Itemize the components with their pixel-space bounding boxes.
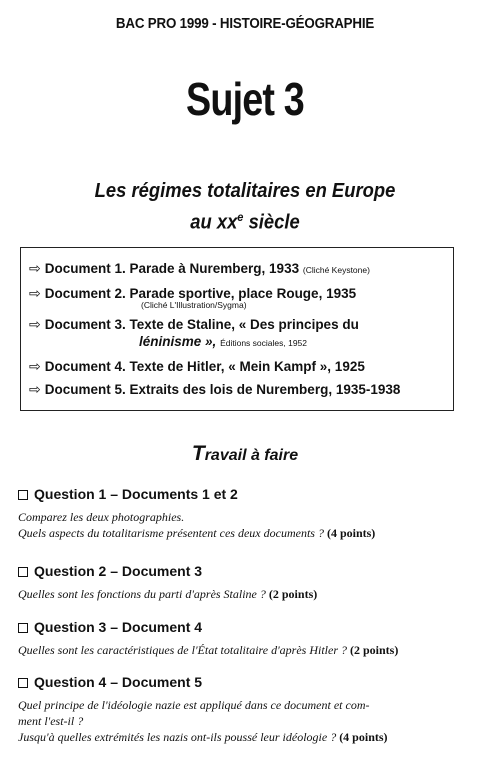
checkbox-icon — [18, 490, 28, 500]
work-heading-initial: T — [191, 442, 205, 465]
question-2 — [18, 562, 474, 602]
document-credit: (Cliché Keystone) — [302, 265, 370, 275]
work-heading-rest: ravail à faire — [204, 447, 299, 464]
subject-title — [20, 178, 471, 236]
question-title-text: Question 1 – Documents 1 et 2 — [34, 486, 238, 502]
question-points: (2 points) — [350, 643, 399, 657]
question-line-with-points — [18, 642, 474, 658]
subject-title-line2-pre: au xx — [190, 211, 238, 234]
subject-title-line2-post: siècle — [243, 211, 300, 234]
question-3 — [18, 618, 474, 658]
document-label: Document 1. Parade à Nuremberg, 1933 — [44, 261, 300, 276]
checkbox-icon — [18, 678, 28, 688]
question-text — [18, 509, 474, 541]
question-line: Comparez les deux photographies. — [18, 510, 185, 524]
question-line: ment l'est-il ? — [18, 714, 84, 728]
question-line-with-points — [18, 586, 474, 602]
question-points: (4 points) — [326, 526, 376, 540]
question-points: (4 points) — [339, 730, 388, 744]
document-label: Document 4. Texte de Hitler, « Mein Kampf », 1925 — [44, 359, 365, 374]
question-text — [18, 642, 474, 658]
document-label: Document 2. Parade sportive, place Rouge, 1935 — [44, 286, 357, 301]
subject-title-line1: Les régimes totalitaires en Europe — [94, 180, 396, 202]
arrow-right-icon: ⇨ — [29, 358, 41, 374]
document-label-line2: léninisme », — [139, 334, 217, 349]
subject-title-line2-sup: e — [237, 210, 244, 224]
work-heading — [0, 442, 490, 466]
question-text — [18, 697, 474, 745]
question-line: Jusqu'à quelles extrémités les nazis ont-ils poussé leur idéologie ? — [18, 730, 337, 744]
arrow-right-icon: ⇨ — [29, 285, 41, 301]
arrow-right-icon: ⇨ — [29, 260, 41, 276]
document-label-continued — [29, 333, 447, 352]
question-title — [18, 618, 474, 636]
document-label: Document 3. Texte de Staline, « Des principes du — [44, 317, 359, 332]
exam-header: BAC PRO 1999 - HISTOIRE-GÉOGRAPHIE — [115, 16, 375, 32]
question-title-text: Question 4 – Document 5 — [34, 674, 203, 690]
checkbox-icon — [18, 567, 28, 577]
question-line: Quel principe de l'idéologie nazie est appliqué dans ce document et com- — [18, 698, 370, 712]
document-item-3 — [29, 316, 447, 352]
subject-number: Sujet 3 — [186, 73, 304, 125]
subject-title-line2 — [20, 204, 471, 236]
question-line: Quelles sont les caractéristiques de l'État totalitaire d'après Hitler ? — [18, 643, 347, 657]
question-title-text: Question 2 – Document 3 — [34, 563, 203, 579]
document-item-4 — [29, 358, 447, 375]
document-credit: (Cliché L'Illustration/Sygma) — [141, 300, 247, 310]
document-label: Document 5. Extraits des lois de Nuremberg, 1935-1938 — [44, 382, 401, 397]
documents-box — [20, 247, 454, 411]
document-item-5 — [29, 381, 447, 398]
question-title-text: Question 3 – Document 4 — [34, 619, 203, 635]
question-line: Quels aspects du totalitarisme présentent ces deux documents ? — [18, 526, 324, 540]
document-item-2 — [29, 285, 447, 310]
document-credit: Éditions sociales, 1952 — [220, 338, 308, 348]
question-line: Quelles sont les fonctions du parti d'après Staline ? — [18, 587, 266, 601]
question-title — [18, 485, 474, 503]
question-title — [18, 562, 474, 580]
question-title — [18, 673, 474, 691]
arrow-right-icon: ⇨ — [29, 381, 41, 397]
question-line-with-points — [18, 729, 474, 745]
arrow-right-icon: ⇨ — [29, 316, 41, 332]
question-text — [18, 586, 474, 602]
question-points: (2 points) — [268, 587, 318, 601]
document-item-1 — [29, 260, 447, 279]
question-line-with-points — [18, 525, 474, 541]
checkbox-icon — [18, 623, 28, 633]
question-1 — [18, 485, 474, 541]
question-4 — [18, 673, 474, 745]
